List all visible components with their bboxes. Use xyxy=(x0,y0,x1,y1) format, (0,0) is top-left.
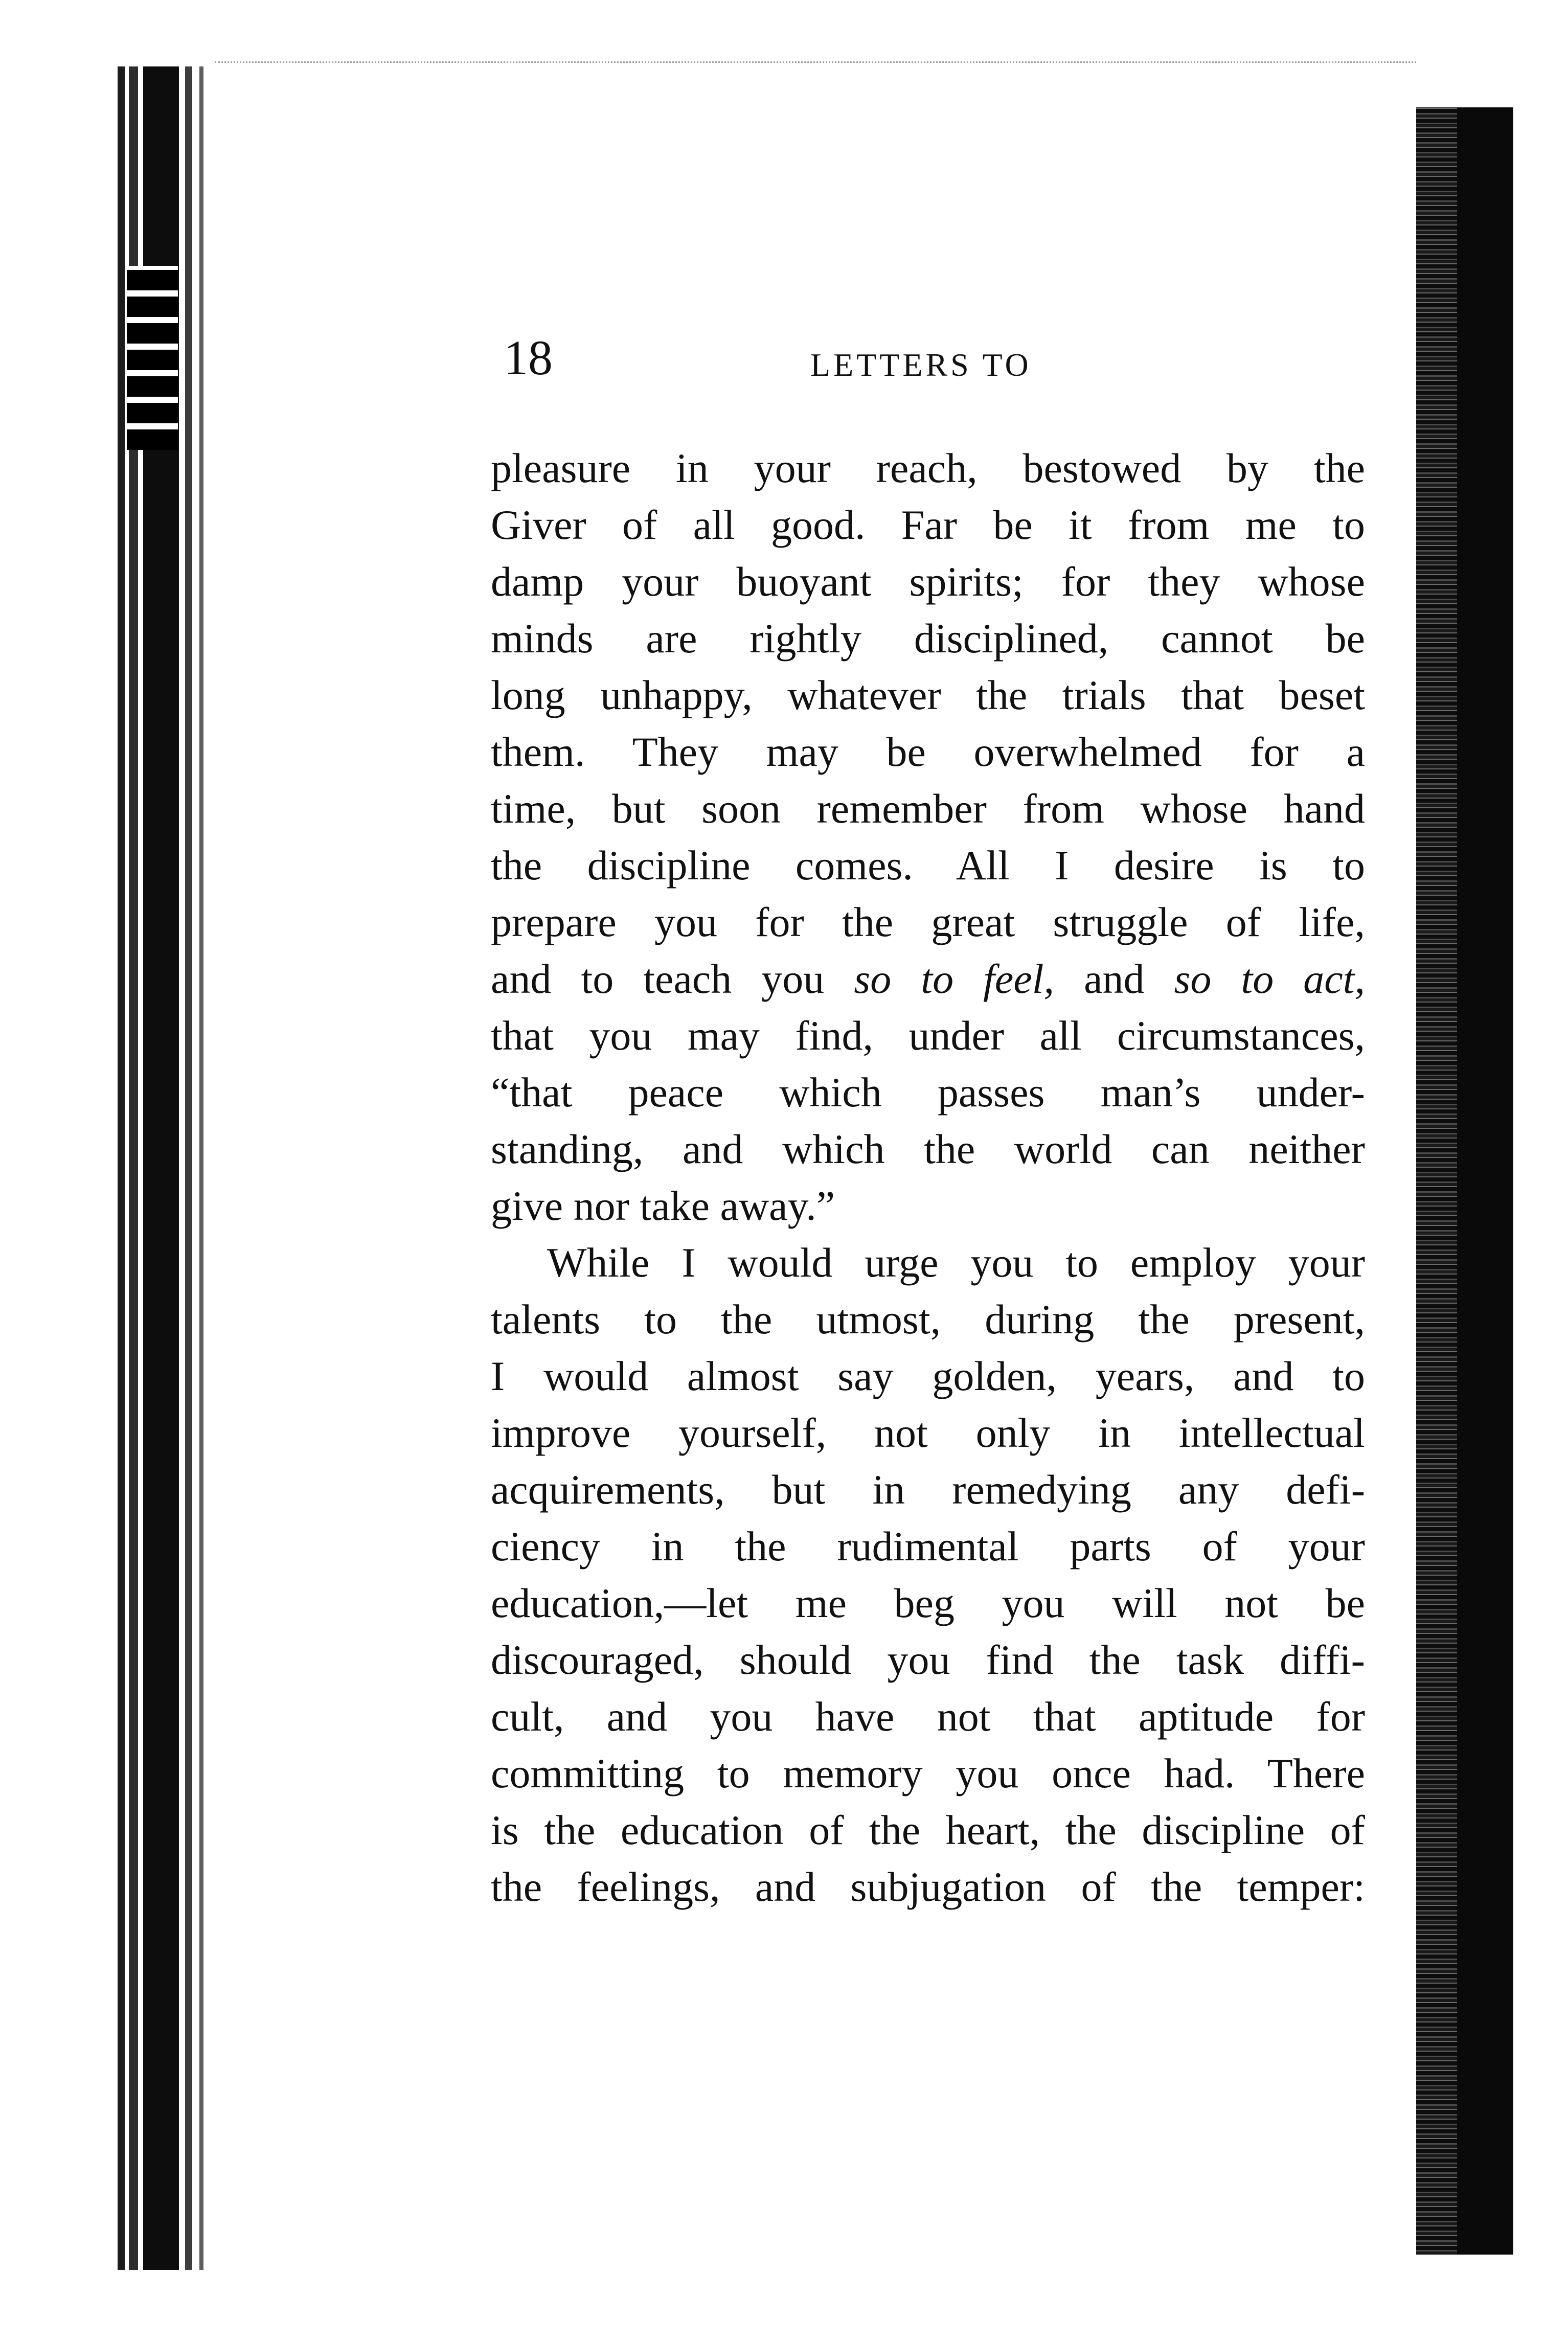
text-line: education,—let me beg you will not be xyxy=(491,1580,1365,1626)
text-line xyxy=(491,950,1365,1007)
left-binding-shadow xyxy=(127,266,178,450)
text-line: is the education of the heart, the discipline of xyxy=(491,1807,1365,1853)
text-line: pleasure in your reach, bestowed by the xyxy=(491,445,1365,491)
text-line: ciency in the rudimental parts of your xyxy=(491,1523,1365,1570)
text-line: discouraged, should you find the task diffi- xyxy=(491,1636,1365,1683)
text-line: the discipline comes. All I desire is to xyxy=(491,842,1365,889)
text-line: that you may find, under all circumstances, xyxy=(491,1012,1365,1059)
running-head xyxy=(504,327,1362,389)
text-line: the feelings, and subjugation of the temper: xyxy=(491,1863,1365,1910)
body-text xyxy=(491,440,1365,1915)
text-line: minds are rightly disciplined, cannot be xyxy=(491,615,1365,662)
text-line: damp your buoyant spirits; for they whose xyxy=(491,558,1365,605)
text-span: and xyxy=(1054,956,1174,1002)
running-title: LETTERS TO xyxy=(810,347,1032,383)
text-line: give nor take away.” xyxy=(491,1183,835,1229)
scan-specks xyxy=(215,61,1416,65)
text-line: standing, and which the world can neither xyxy=(491,1126,1365,1172)
text-line: I would almost say golden, years, and to xyxy=(491,1353,1365,1399)
text-line: prepare you for the great struggle of life, xyxy=(491,899,1365,945)
paragraph-2 xyxy=(491,1234,1365,1915)
text-line: talents to the utmost, during the present, xyxy=(491,1296,1365,1343)
text-line: While I would urge you to employ your xyxy=(547,1239,1365,1286)
text-line: long unhappy, whatever the trials that beset xyxy=(491,672,1365,718)
text-span: and to teach you xyxy=(491,956,854,1002)
text-line: committing to memory you once had. There xyxy=(491,1750,1365,1797)
italic-phrase: so to act, xyxy=(1174,956,1365,1002)
text-line: “that peace which passes man’s under- xyxy=(491,1069,1365,1116)
text-line: time, but soon remember from whose hand xyxy=(491,785,1365,832)
text-line: cult, and you have not that aptitude for xyxy=(491,1693,1365,1740)
text-line: acquirements, but in remedying any defi- xyxy=(491,1466,1365,1513)
right-binding-shadow xyxy=(1457,107,1513,2255)
paragraph-1 xyxy=(491,440,1365,1234)
text-line: them. They may be overwhelmed for a xyxy=(491,729,1365,775)
italic-phrase: so to feel, xyxy=(854,956,1055,1002)
text-line: improve yourself, not only in intellectual xyxy=(491,1409,1365,1456)
text-line: Giver of all good. Far be it from me to xyxy=(491,502,1365,548)
page-number: 18 xyxy=(504,330,553,385)
